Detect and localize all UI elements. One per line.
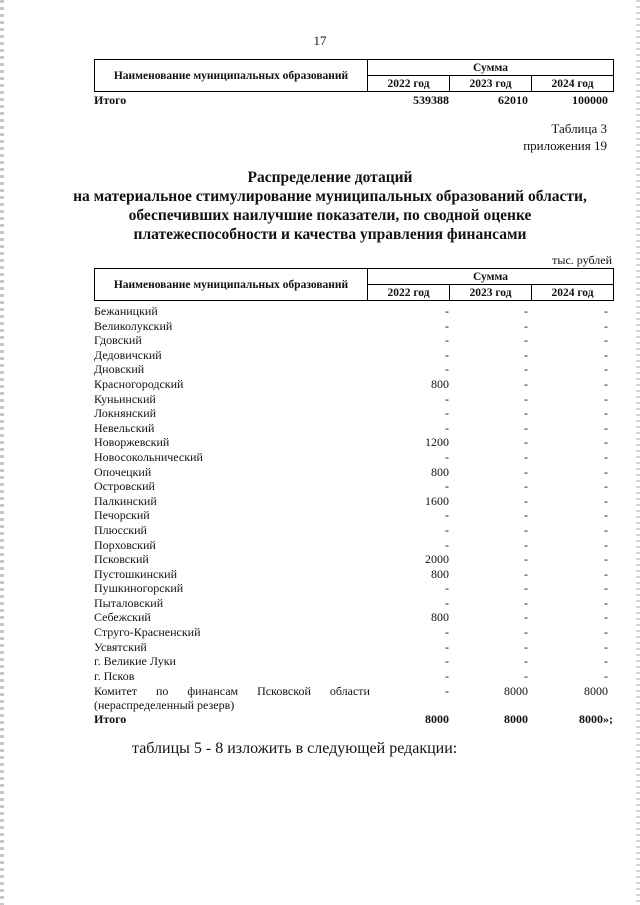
title-line-2: на материальное стимулирование муниципальных образований области, xyxy=(73,188,587,205)
top-name-header: Наименование муниципальных образований xyxy=(95,60,368,92)
top-sum-header: Сумма xyxy=(368,60,614,76)
komitet-2022: - xyxy=(445,684,449,698)
scan-right-edge xyxy=(636,0,640,905)
value-2022: - xyxy=(445,347,449,362)
value-2022: 800 xyxy=(431,610,449,625)
value-2022: - xyxy=(445,479,449,494)
value-2023: - xyxy=(524,304,528,318)
municipality-name: Красногородский xyxy=(94,376,184,391)
value-2024: - xyxy=(604,610,608,625)
table-row xyxy=(94,508,614,523)
value-2024: - xyxy=(604,318,608,333)
value-2024: - xyxy=(604,537,608,552)
table-ref-line-2: приложения 19 xyxy=(523,138,607,153)
value-2022: - xyxy=(445,508,449,523)
value-2022: - xyxy=(445,639,449,654)
value-2024: - xyxy=(604,508,608,523)
value-2023: - xyxy=(524,581,528,596)
top-total-label: Итого xyxy=(94,93,127,107)
komitet-word: Комитет xyxy=(94,684,138,698)
table-row xyxy=(94,625,614,640)
top-total-2024: 100000 xyxy=(572,93,608,107)
value-2023: - xyxy=(524,333,528,348)
komitet-word: по xyxy=(155,684,169,698)
value-2022: - xyxy=(445,362,449,377)
units-label: тыс. рублей xyxy=(552,253,612,267)
title-line-3: обеспечивших наилучшие показатели, по сводной оценке xyxy=(128,207,532,224)
table-row xyxy=(94,596,614,611)
value-2023: - xyxy=(524,639,528,654)
value-2023: - xyxy=(524,318,528,333)
value-2023: - xyxy=(524,668,528,683)
municipality-name: Опочецкий xyxy=(94,464,152,479)
municipality-name: Плюсский xyxy=(94,522,147,537)
top-total-2023: 62010 xyxy=(498,93,528,107)
value-2022: 800 xyxy=(431,464,449,479)
value-2023: - xyxy=(524,362,528,377)
value-2023: - xyxy=(524,625,528,640)
value-2023: - xyxy=(524,391,528,406)
municipality-name: Новоржевский xyxy=(94,435,170,450)
table-row xyxy=(94,581,614,596)
table-row xyxy=(94,392,614,407)
main-total-2022: 8000 xyxy=(425,712,449,726)
top-year-2023: 2023 год xyxy=(450,76,532,92)
top-year-2022: 2022 год xyxy=(368,76,450,92)
value-2024: - xyxy=(604,639,608,654)
value-2024: - xyxy=(604,552,608,567)
table-reference xyxy=(523,120,607,154)
main-year-2023: 2023 год xyxy=(450,285,532,301)
value-2024: - xyxy=(604,449,608,464)
value-2024: - xyxy=(604,654,608,669)
komitet-word: финансам xyxy=(187,684,239,698)
municipality-name: Великолукский xyxy=(94,318,173,333)
main-total-2023: 8000 xyxy=(504,712,528,726)
table-row xyxy=(94,479,614,494)
value-2022: 1600 xyxy=(425,493,449,508)
value-2023: - xyxy=(524,493,528,508)
value-2023: - xyxy=(524,435,528,450)
table-row xyxy=(94,319,614,334)
value-2022: - xyxy=(445,581,449,596)
value-2022: - xyxy=(445,537,449,552)
value-2023: - xyxy=(524,552,528,567)
komitet-2024: 8000 xyxy=(584,684,608,698)
komitet-line-2: (нераспределенный резерв) xyxy=(94,698,235,712)
value-2022: - xyxy=(445,595,449,610)
value-2022: - xyxy=(445,318,449,333)
value-2023: - xyxy=(524,376,528,391)
value-2022: - xyxy=(445,406,449,421)
value-2024: - xyxy=(604,362,608,377)
municipality-name: Дновский xyxy=(94,362,145,377)
table-row xyxy=(94,406,614,421)
value-2022: - xyxy=(445,333,449,348)
value-2024: - xyxy=(604,479,608,494)
value-2023: - xyxy=(524,464,528,479)
main-table-header xyxy=(94,268,614,301)
value-2024: - xyxy=(604,391,608,406)
table-row xyxy=(94,435,614,450)
table-row xyxy=(94,552,614,567)
municipality-name: Порховский xyxy=(94,537,156,552)
value-2022: - xyxy=(445,522,449,537)
table-row xyxy=(94,465,614,480)
title-line-1: Распределение дотаций xyxy=(247,169,413,186)
value-2023: - xyxy=(524,566,528,581)
value-2024: - xyxy=(604,304,608,318)
table-row xyxy=(94,494,614,509)
municipality-name: Пушкиногорский xyxy=(94,581,184,596)
value-2022: 800 xyxy=(431,376,449,391)
value-2023: - xyxy=(524,595,528,610)
top-table-header xyxy=(94,59,614,92)
value-2024: - xyxy=(604,522,608,537)
table-row xyxy=(94,640,614,655)
table-row xyxy=(94,567,614,582)
scan-left-edge xyxy=(0,0,4,905)
table-ref-line-1: Таблица 3 xyxy=(551,121,607,136)
municipality-name: Новосокольнический xyxy=(94,449,203,464)
value-2024: - xyxy=(604,581,608,596)
page-number: 17 xyxy=(313,33,327,48)
value-2023: - xyxy=(524,522,528,537)
municipality-name: Пыталовский xyxy=(94,595,164,610)
municipality-name: Пустошкинский xyxy=(94,566,177,581)
value-2024: - xyxy=(604,347,608,362)
table-row xyxy=(94,610,614,625)
document-title xyxy=(60,168,600,244)
value-2024: - xyxy=(604,464,608,479)
municipality-name: Струго-Красненский xyxy=(94,625,201,640)
value-2023: - xyxy=(524,420,528,435)
value-2022: - xyxy=(445,304,449,318)
value-2023: - xyxy=(524,479,528,494)
table-row xyxy=(94,304,614,319)
value-2024: - xyxy=(604,595,608,610)
municipality-name: Псковский xyxy=(94,552,149,567)
table-row xyxy=(94,450,614,465)
table-row xyxy=(94,377,614,392)
value-2022: - xyxy=(445,391,449,406)
value-2023: - xyxy=(524,449,528,464)
table-row xyxy=(94,669,614,684)
value-2024: - xyxy=(604,625,608,640)
value-2022: 1200 xyxy=(425,435,449,450)
main-year-2024: 2024 год xyxy=(532,285,614,301)
komitet-word: области xyxy=(329,684,370,698)
title-line-4: платежеспособности и качества управления финансами xyxy=(133,226,527,243)
municipality-name: Усвятский xyxy=(94,639,147,654)
municipality-name: г. Великие Луки xyxy=(94,654,176,669)
value-2022: - xyxy=(445,654,449,669)
value-2022: - xyxy=(445,449,449,464)
top-year-2024: 2024 год xyxy=(532,76,614,92)
table-row xyxy=(94,348,614,363)
municipality-name: Островский xyxy=(94,479,155,494)
municipality-name: Печорский xyxy=(94,508,150,523)
table-row xyxy=(94,523,614,538)
value-2022: - xyxy=(445,420,449,435)
table-row xyxy=(94,362,614,377)
value-2023: - xyxy=(524,406,528,421)
table-row xyxy=(94,538,614,553)
value-2023: - xyxy=(524,537,528,552)
municipality-name: Себежский xyxy=(94,610,151,625)
value-2024: - xyxy=(604,420,608,435)
table-row xyxy=(94,654,614,669)
main-total-2024: 8000»; xyxy=(579,712,613,726)
municipality-name: Дедовичский xyxy=(94,347,162,362)
value-2024: - xyxy=(604,406,608,421)
municipality-name: Бежаницкий xyxy=(94,304,158,318)
value-2024: - xyxy=(604,493,608,508)
instruction-text: таблицы 5 - 8 изложить в следующей редакции: xyxy=(132,740,458,757)
municipality-name: Гдовский xyxy=(94,333,142,348)
value-2024: - xyxy=(604,668,608,683)
main-sum-header: Сумма xyxy=(368,269,614,285)
komitet-2023: 8000 xyxy=(504,684,528,698)
komitet-line-1 xyxy=(94,684,370,698)
main-total-label: Итого xyxy=(94,712,127,726)
value-2024: - xyxy=(604,376,608,391)
municipality-name: Палкинский xyxy=(94,493,157,508)
value-2023: - xyxy=(524,508,528,523)
value-2023: - xyxy=(524,654,528,669)
value-2024: - xyxy=(604,435,608,450)
top-total-2022: 539388 xyxy=(413,93,449,107)
value-2022: 2000 xyxy=(425,552,449,567)
municipality-name: Невельский xyxy=(94,420,155,435)
municipality-name: Куньинский xyxy=(94,391,156,406)
main-total-row xyxy=(94,712,614,726)
main-table-body xyxy=(94,304,614,683)
value-2023: - xyxy=(524,347,528,362)
value-2024: - xyxy=(604,566,608,581)
value-2022: - xyxy=(445,625,449,640)
value-2024: - xyxy=(604,333,608,348)
value-2022: 800 xyxy=(431,566,449,581)
top-total-row xyxy=(94,93,614,107)
municipality-name: г. Псков xyxy=(94,668,135,683)
komitet-word: Псковской xyxy=(257,684,311,698)
municipality-name: Локнянский xyxy=(94,406,157,421)
table-row xyxy=(94,421,614,436)
main-name-header: Наименование муниципальных образований xyxy=(95,269,368,301)
main-year-2022: 2022 год xyxy=(368,285,450,301)
table-row xyxy=(94,333,614,348)
value-2022: - xyxy=(445,668,449,683)
value-2023: - xyxy=(524,610,528,625)
